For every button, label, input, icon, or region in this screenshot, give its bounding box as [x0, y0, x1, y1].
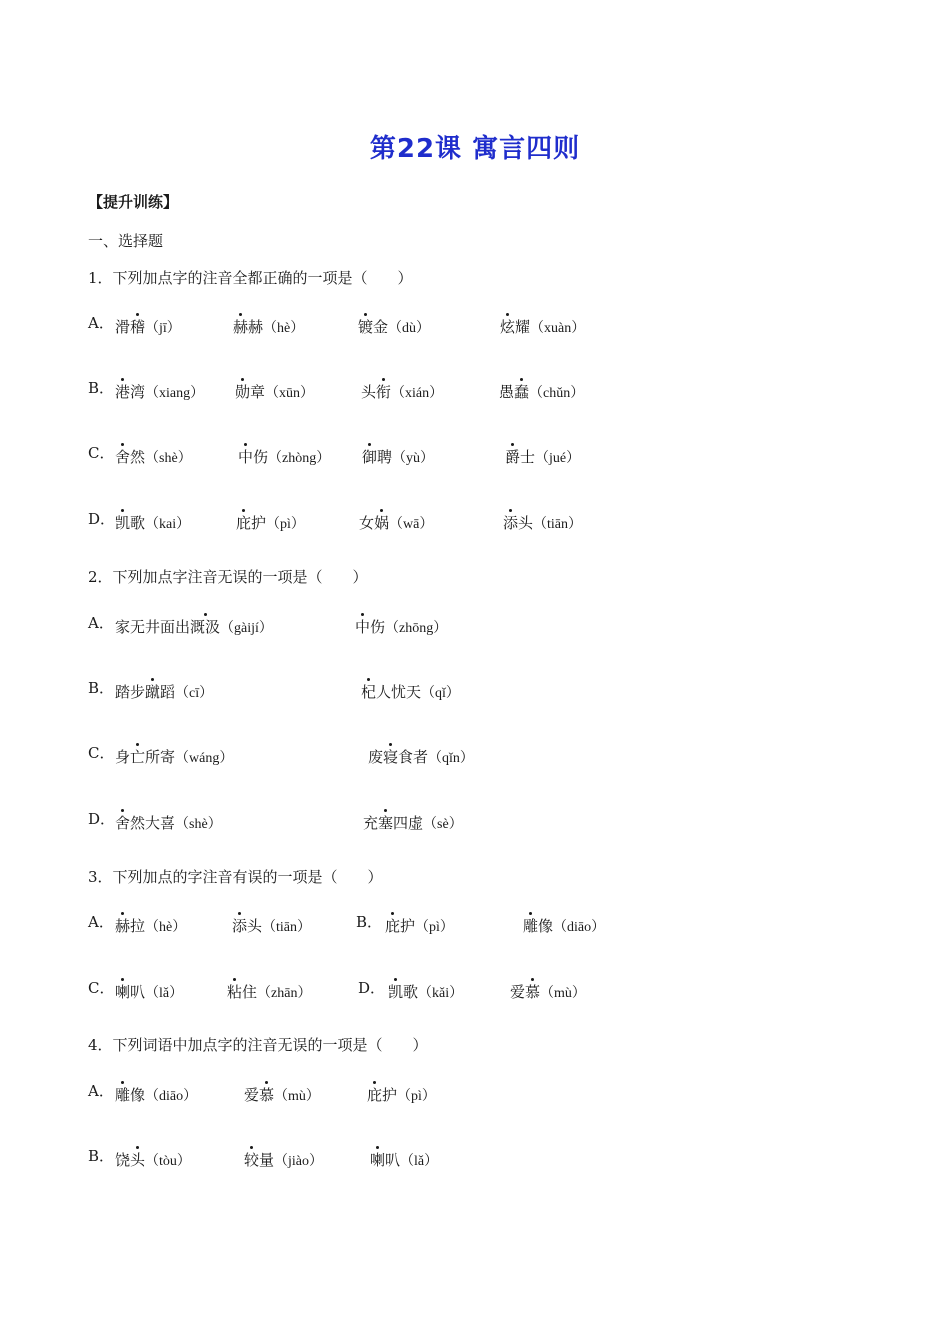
- dotted-character: 中: [355, 618, 371, 636]
- question-stem: 2．下列加点字注音无误的一项是（ ）: [88, 568, 368, 586]
- word-text: 金: [373, 318, 389, 336]
- pinyin: （zhōng）: [385, 621, 448, 636]
- dotted-character: 中: [238, 448, 254, 466]
- word-text: 充: [363, 814, 379, 832]
- option-item: [367, 1084, 436, 1105]
- dotted-character: 衔: [376, 383, 392, 401]
- pinyin: （pì）: [415, 920, 454, 935]
- option-label-b[interactable]: B．: [88, 679, 115, 697]
- dotted-character: 溉汲: [190, 618, 221, 636]
- option-item: [523, 915, 605, 936]
- pinyin: （xuàn）: [530, 321, 586, 336]
- part-heading: 一、选择题: [88, 232, 164, 250]
- option-item: [115, 1149, 191, 1170]
- dotted-character: 塞: [378, 814, 394, 832]
- option-item: [233, 316, 304, 337]
- word-text: 所寄: [145, 748, 176, 766]
- pinyin: （diāo）: [145, 1089, 198, 1104]
- option-item: [115, 616, 273, 637]
- pinyin: （zhān）: [257, 986, 312, 1001]
- word-text: 护: [251, 514, 267, 532]
- option-item: [115, 681, 213, 702]
- pinyin: （dù）: [388, 321, 431, 336]
- word-text: 四虚: [393, 814, 424, 832]
- dotted-character: 娲: [374, 514, 390, 532]
- pinyin: （wā）: [389, 517, 434, 532]
- dotted-character: 添: [503, 514, 519, 532]
- pinyin: （tiān）: [262, 920, 312, 935]
- option-label-b[interactable]: B．: [88, 1147, 115, 1165]
- option-item: [232, 915, 311, 936]
- word-text: 叭: [130, 983, 146, 1001]
- option-item: [115, 981, 183, 1002]
- word-text: 伤: [370, 618, 386, 636]
- word-text: 拉: [130, 917, 146, 935]
- option-item: [235, 381, 314, 402]
- word-text: 废: [368, 748, 384, 766]
- dotted-character: 赫: [233, 318, 249, 336]
- option-label-d[interactable]: D．: [88, 810, 116, 828]
- option-item: [115, 446, 192, 467]
- option-label-a[interactable]: A．: [88, 614, 114, 632]
- dotted-character: 庇: [236, 514, 252, 532]
- option-label-c[interactable]: C．: [88, 744, 115, 762]
- word-text: 伤: [253, 448, 269, 466]
- option-item: [500, 316, 585, 337]
- dotted-character: 庇: [367, 1086, 383, 1104]
- option-label-d[interactable]: D．: [358, 979, 386, 997]
- pinyin: （chǔn）: [529, 386, 585, 401]
- pinyin: （shè）: [175, 817, 222, 832]
- word-text: 耀: [515, 318, 531, 336]
- dotted-character: 慕: [259, 1086, 275, 1104]
- pinyin: （mù）: [274, 1089, 320, 1104]
- option-item: [361, 681, 460, 702]
- question-stem: 3．下列加点的字注音有误的一项是（ ）: [88, 868, 383, 886]
- word-text: 女: [359, 514, 375, 532]
- pinyin: （yù）: [392, 451, 435, 466]
- word-text: 头: [518, 514, 534, 532]
- word-text: 赫: [248, 318, 264, 336]
- word-text: 然大喜: [130, 814, 176, 832]
- dotted-character: 蹴: [145, 683, 161, 701]
- dotted-character: 雕: [115, 1086, 131, 1104]
- dotted-character: 喇: [115, 983, 131, 1001]
- option-item: [115, 512, 190, 533]
- word-text: 家无井面出: [115, 618, 191, 636]
- option-item: [503, 512, 582, 533]
- option-item: [115, 1084, 197, 1105]
- dotted-character: 勋: [235, 383, 251, 401]
- dotted-character: 添: [232, 917, 248, 935]
- word-text: 歌: [130, 514, 146, 532]
- question-stem: 1．下列加点字的注音全都正确的一项是（ ）: [88, 269, 413, 287]
- pinyin: （wáng）: [175, 751, 234, 766]
- dotted-character: 庇: [385, 917, 401, 935]
- option-item: [244, 1084, 320, 1105]
- pinyin: （cī）: [175, 686, 214, 701]
- dotted-character: 雕: [523, 917, 539, 935]
- word-text: 踏步: [115, 683, 146, 701]
- word-text: 身: [115, 748, 131, 766]
- dotted-character: 粘: [227, 983, 243, 1001]
- pinyin: （jī）: [145, 321, 181, 336]
- dotted-character: 舍: [115, 448, 131, 466]
- dotted-character: 赫: [115, 917, 131, 935]
- pinyin: （sè）: [423, 817, 463, 832]
- option-item: [115, 381, 204, 402]
- option-item: [358, 316, 430, 337]
- option-item: [115, 915, 186, 936]
- pinyin: （xián）: [391, 386, 444, 401]
- word-text: 护: [382, 1086, 398, 1104]
- dotted-character: 较: [244, 1151, 260, 1169]
- pinyin: （pì）: [397, 1089, 436, 1104]
- option-item: [388, 981, 463, 1002]
- dotted-character: 寝: [383, 748, 399, 766]
- word-text: 蹈: [160, 683, 176, 701]
- dotted-character: 舍: [115, 814, 131, 832]
- pinyin: （shè）: [145, 451, 192, 466]
- pinyin: （kǎi）: [418, 986, 464, 1001]
- option-label-c[interactable]: C．: [88, 444, 115, 462]
- dotted-character: 头: [130, 1151, 146, 1169]
- word-text: 爱: [244, 1086, 260, 1104]
- pinyin: （xūn）: [265, 386, 315, 401]
- option-item: [355, 616, 447, 637]
- option-item: [115, 746, 233, 767]
- word-text: 像: [538, 917, 554, 935]
- word-text: 住: [242, 983, 258, 1001]
- option-label-c[interactable]: C．: [88, 979, 115, 997]
- question-stem: 4．下列词语中加点字的注音无误的一项是（ ）: [88, 1036, 428, 1054]
- word-text: 护: [400, 917, 416, 935]
- dotted-character: 喇: [370, 1151, 386, 1169]
- word-text: 爱: [510, 983, 526, 1001]
- pinyin: （zhòng）: [268, 451, 331, 466]
- word-text: 人忧天: [376, 683, 422, 701]
- option-label-b[interactable]: B．: [88, 379, 115, 397]
- word-text: 头: [361, 383, 377, 401]
- dotted-character: 御: [362, 448, 378, 466]
- option-item: [368, 746, 474, 767]
- pinyin: （gàijí）: [220, 621, 273, 636]
- option-item: [363, 812, 463, 833]
- pinyin: （jiào）: [274, 1154, 324, 1169]
- dotted-character: 爵: [505, 448, 521, 466]
- word-text: 然: [130, 448, 146, 466]
- word-text: 湾: [130, 383, 146, 401]
- dotted-character: 稽: [130, 318, 146, 336]
- option-item: [236, 512, 305, 533]
- dotted-character: 凯: [388, 983, 404, 1001]
- dotted-character: 凯: [115, 514, 131, 532]
- word-text: 像: [130, 1086, 146, 1104]
- option-label-d[interactable]: D．: [88, 510, 116, 528]
- pinyin: （lǎ）: [400, 1154, 439, 1169]
- dotted-character: 杞: [361, 683, 377, 701]
- pinyin: （tiān）: [533, 517, 583, 532]
- option-item: [238, 446, 330, 467]
- dotted-character: 亡: [130, 748, 146, 766]
- dotted-character: 蠢: [514, 383, 530, 401]
- pinyin: （kai）: [145, 517, 191, 532]
- pinyin: （qǐn）: [428, 751, 474, 766]
- dotted-character: 镀: [358, 318, 374, 336]
- option-label-a[interactable]: A．: [88, 913, 114, 931]
- option-item: [370, 1149, 438, 1170]
- option-item: [115, 812, 222, 833]
- dotted-character: 港: [115, 383, 131, 401]
- pinyin: （xiang）: [145, 386, 205, 401]
- pinyin: （tòu）: [145, 1154, 191, 1169]
- pinyin: （lǎ）: [145, 986, 184, 1001]
- option-item: [385, 915, 454, 936]
- dotted-character: 炫: [500, 318, 516, 336]
- word-text: 食者: [398, 748, 429, 766]
- pinyin: （hè）: [145, 920, 187, 935]
- section-heading: 【提升训练】: [88, 193, 179, 211]
- pinyin: （qǐ）: [421, 686, 460, 701]
- option-item: [359, 512, 433, 533]
- option-item: [499, 381, 584, 402]
- option-item: [244, 1149, 323, 1170]
- option-item: [505, 446, 580, 467]
- option-label-a[interactable]: A．: [88, 314, 114, 332]
- pinyin: （pì）: [266, 517, 305, 532]
- word-text: 叭: [385, 1151, 401, 1169]
- pinyin: （diāo）: [553, 920, 606, 935]
- word-text: 滑: [115, 318, 131, 336]
- option-item: [227, 981, 311, 1002]
- option-item: [361, 381, 443, 402]
- dotted-character: 慕: [525, 983, 541, 1001]
- word-text: 歌: [403, 983, 419, 1001]
- option-label-b[interactable]: B．: [356, 913, 383, 931]
- pinyin: （jué）: [535, 451, 581, 466]
- option-item: [510, 981, 586, 1002]
- word-text: 章: [250, 383, 266, 401]
- word-text: 愚: [499, 383, 515, 401]
- word-text: 头: [247, 917, 263, 935]
- page-title: 第22课 寓言四则: [369, 134, 581, 164]
- option-label-a[interactable]: A．: [88, 1082, 114, 1100]
- word-text: 饶: [115, 1151, 131, 1169]
- option-item: [115, 316, 181, 337]
- pinyin: （mù）: [540, 986, 586, 1001]
- word-text: 士: [520, 448, 536, 466]
- option-item: [362, 446, 434, 467]
- word-text: 聘: [377, 448, 393, 466]
- pinyin: （hè）: [263, 321, 305, 336]
- word-text: 量: [259, 1151, 275, 1169]
